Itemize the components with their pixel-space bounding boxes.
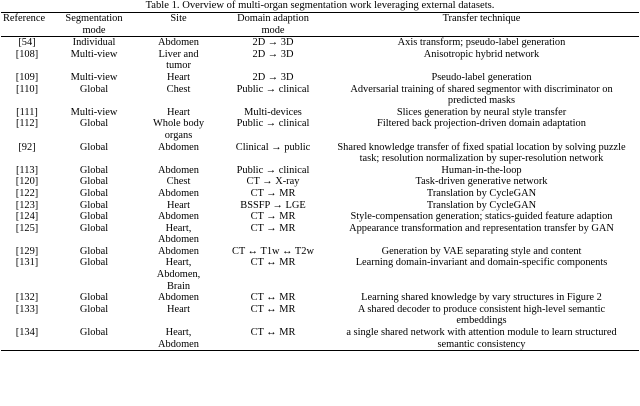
technique-line: Translation by CycleGAN [426,199,537,211]
transfer-technique-cell [324,84,639,107]
segmentation-mode-cell: Global [79,118,109,130]
domain-adaption-cell: 2D → 3D [252,48,294,60]
domain-adaption-cell: CT → X-ray [246,176,300,188]
segmentation-mode-cell: Multi-view [70,48,118,60]
technique-line: Style-compensation generation; statics-guided feature adaption [350,211,613,223]
reference-cell: [54] [18,37,36,49]
technique-line: Task-driven generative network [415,176,548,188]
site-line: Heart [166,199,191,211]
transfer-technique-cell [324,142,639,165]
header-segmentation-mode [53,13,135,37]
site-cell [135,165,222,177]
site-cell [135,292,222,304]
transfer-technique-cell [324,292,639,304]
site-line: Abdomen, [156,269,201,281]
site-cell [135,246,222,258]
site-line: Abdomen [158,234,199,246]
header-domain-line-1: Domain adaption [237,13,309,24]
reference-cell: [113] [15,164,39,176]
segmentation-mode-cell: Global [79,292,109,304]
site-cell [135,37,222,49]
site-line: Brain [166,280,191,292]
technique-line: Appearance transformation and representation transfer by GAN [349,222,614,234]
reference-cell: [125] [15,222,39,234]
site-line: Heart, [165,327,192,339]
table-row [1,292,639,304]
table-row [1,200,639,212]
segmentation-mode-cell: Global [79,83,109,95]
segmentation-mode-cell: Global [79,327,109,339]
technique-line: Filtered back projection-driven domain adaptation [377,118,586,130]
table-row [1,165,639,177]
table-row [1,257,639,292]
table-row [1,49,639,72]
technique-line: Learning domain-invariant and domain-specific components [355,257,608,269]
transfer-technique-cell [324,223,639,246]
transfer-technique-cell [324,118,639,141]
transfer-technique-cell [324,176,639,188]
transfer-technique-cell [324,107,639,119]
segmentation-mode-cell: Global [79,176,109,188]
site-cell [135,188,222,200]
table-row [1,188,639,200]
transfer-technique-cell [324,200,639,212]
segmentation-mode-cell: Global [79,187,109,199]
table-row [1,246,639,258]
site-cell [135,72,222,84]
site-cell [135,118,222,141]
segmentation-mode-cell: Global [79,222,109,234]
technique-line: a single shared network with attention module to learn structured [346,327,617,339]
technique-line: embeddings [456,315,507,327]
reference-cell: [92] [18,141,36,153]
transfer-technique-cell [324,49,639,72]
segmentation-mode-cell: Multi-view [70,71,118,83]
transfer-technique-cell [324,257,639,292]
segmentation-mode-cell: Global [79,141,109,153]
site-line: Abdomen [158,338,199,350]
segmentation-mode-cell: Multi-view [70,106,118,118]
site-line: Liver and [158,48,199,60]
technique-line: Axis transform; pseudo-label generation [397,37,566,49]
domain-adaption-cell: Public → clinical [236,83,310,95]
header-seg-mode-line-1: Segmentation [65,13,123,24]
site-line: Abdomen [158,245,199,257]
technique-line: Adversarial training of shared segmentor with discriminator on [350,83,613,95]
site-cell [135,327,222,351]
domain-adaption-cell: CT ↔ MR [250,303,296,315]
header-transfer-technique: Transfer technique [442,13,521,24]
technique-line: Generation by VAE separating style and content [381,245,582,257]
domain-adaption-cell: Public → clinical [236,164,310,176]
domain-adaption-cell: CT ↔ MR [250,257,296,269]
header-reference: Reference [3,13,46,24]
technique-line: A shared decoder to produce consistent high-level semantic [357,303,606,315]
site-line: tumor [166,60,191,72]
site-cell [135,49,222,72]
technique-line: Learning shared knowledge by vary structures in Figure 2 [361,292,602,304]
header-seg-mode-line-2: mode [82,24,106,36]
table-body [1,37,639,351]
domain-adaption-cell: CT → MR [250,222,296,234]
domain-adaption-cell: 2D → 3D [252,37,294,49]
site-line: Chest [166,176,191,188]
site-line: Heart [166,106,191,118]
reference-cell: [134] [15,327,39,339]
table-header-row [1,13,639,37]
transfer-technique-cell [324,188,639,200]
site-line: Abdomen [158,37,199,49]
table-row [1,84,639,107]
domain-adaption-cell: CT → MR [250,187,296,199]
technique-line: predicted masks [447,95,516,107]
reference-cell: [122] [15,187,39,199]
domain-adaption-cell: CT ↔ MR [250,292,296,304]
site-cell [135,223,222,246]
site-cell [135,107,222,119]
technique-line: task; resolution normalization by super-resolution network [359,153,604,165]
site-cell [135,176,222,188]
technique-line: semantic consistency [437,338,526,350]
transfer-technique-cell [324,304,639,327]
header-site: Site [170,13,187,24]
segmentation-mode-cell: Global [79,257,109,269]
reference-cell: [110] [15,83,39,95]
header-domain-adaption-mode [222,13,324,37]
reference-cell: [129] [15,245,39,257]
reference-cell: [109] [15,71,39,83]
table-row [1,142,639,165]
table-row [1,304,639,327]
technique-line: Anisotropic hybrid network [423,48,540,60]
reference-cell: [131] [15,257,39,269]
segmentation-mode-cell: Individual [72,37,116,49]
technique-line: Translation by CycleGAN [426,187,537,199]
table-caption: Table 1. Overview of multi-organ segmentation work leveraging external datasets. [145,0,495,11]
domain-adaption-cell: Clinical → public [235,141,311,153]
reference-cell: [112] [15,118,39,130]
domain-adaption-cell: 2D → 3D [252,71,294,83]
table-row [1,327,639,351]
reference-cell: [132] [15,292,39,304]
site-cell [135,84,222,107]
table-row [1,72,639,84]
site-line: organs [164,129,193,141]
reference-cell: [123] [15,199,39,211]
segmentation-mode-cell: Global [79,199,109,211]
reference-cell: [133] [15,303,39,315]
domain-adaption-cell: CT → MR [250,211,296,223]
reference-cell: [124] [15,211,39,223]
transfer-technique-cell [324,211,639,223]
site-line: Heart, [165,222,192,234]
technique-line: Pseudo-label generation [431,71,532,83]
site-cell [135,142,222,165]
table-row [1,211,639,223]
table-row [1,107,639,119]
reference-cell: [120] [15,176,39,188]
transfer-technique-cell [324,327,639,351]
site-line: Chest [166,83,191,95]
domain-adaption-cell: CT ↔ T1w ↔ T2w [232,245,314,257]
site-line: Abdomen [158,141,199,153]
domain-adaption-cell: Public → clinical [236,118,310,130]
table-row [1,223,639,246]
site-line: Heart [166,71,191,83]
site-line: Whole body [152,118,205,130]
site-cell [135,257,222,292]
transfer-technique-cell [324,37,639,49]
reference-cell: [108] [15,48,39,60]
domain-adaption-cell: Multi-devices [244,106,302,118]
reference-cell: [111] [16,106,38,118]
site-line: Heart, [165,257,192,269]
table-row [1,176,639,188]
site-cell [135,304,222,327]
table-row [1,118,639,141]
site-line: Abdomen [158,211,199,223]
transfer-technique-cell [324,165,639,177]
segmentation-mode-cell: Global [79,245,109,257]
multi-organ-table [1,12,639,351]
segmentation-mode-cell: Global [79,303,109,315]
segmentation-mode-cell: Global [79,164,109,176]
site-line: Abdomen [158,187,199,199]
site-line: Abdomen [158,292,199,304]
header-domain-line-2: mode [261,24,285,36]
table-row [1,37,639,49]
site-cell [135,211,222,223]
technique-line: Shared knowledge transfer of fixed spatial location by solving puzzle [337,141,626,153]
site-line: Heart [166,303,191,315]
site-cell [135,200,222,212]
domain-adaption-cell: BSSFP → LGE [240,199,306,211]
transfer-technique-cell [324,246,639,258]
technique-line: Slices generation by neural style transfer [396,106,567,118]
segmentation-mode-cell: Global [79,211,109,223]
site-line: Abdomen [158,164,199,176]
technique-line: Human-in-the-loop [441,164,522,176]
domain-adaption-cell: CT ↔ MR [250,327,296,339]
transfer-technique-cell [324,72,639,84]
